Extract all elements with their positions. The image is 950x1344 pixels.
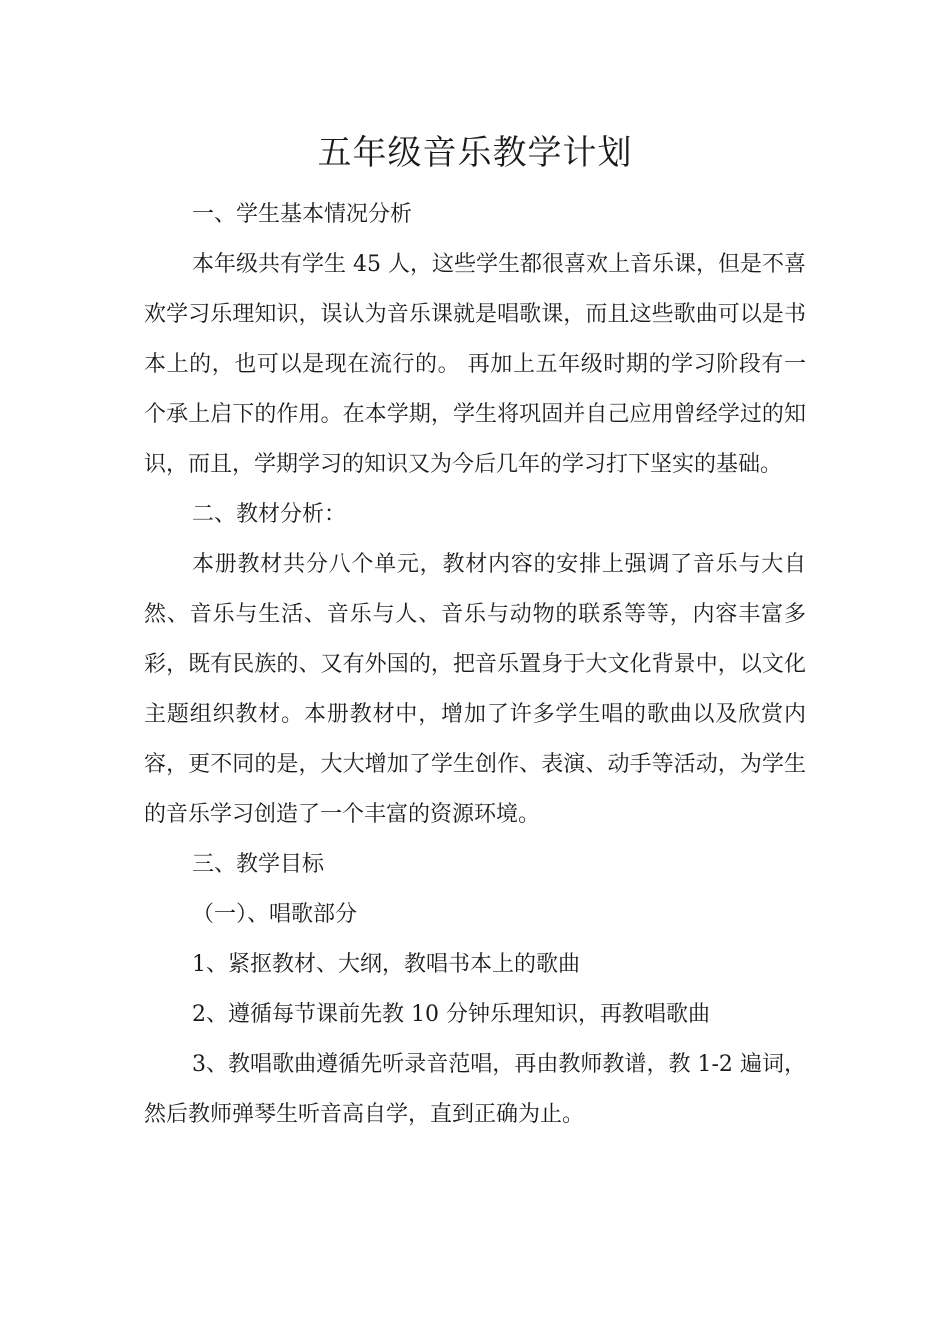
list-item-3: 3、教唱歌曲遵循先听录音范唱，再由教师教谱，教 1-2 遍词，然后教师弹琴生听音高自学，直到正确为止。 [144,1052,806,1127]
document-title: 五年级音乐教学计划 [317,133,633,173]
document-body [144,128,806,1140]
subsection-heading-singing: （一）、唱歌部分 [192,902,358,927]
paragraph-student-analysis: 本年级共有学生 45 人，这些学生都很喜欢上音乐课，但是不喜欢学习乐理知识，误认为音乐课就是唱歌课，而且这些歌曲可以是书本上的，也可以是现在流行的。 再加上五年级时期的学习阶段有一个承上启下的作用。在本学期，学生将巩固并自己应用曾经学过的知识，而且，学期学习的知识又为今后几年的学习打下坚实的基础。 [144,252,806,477]
section-heading-teaching-goals: 三、教学目标 [192,852,325,877]
section-heading-textbook-analysis: 二、教材分析： [192,502,347,527]
list-item-1: 1、紧抠教材、大纲，教唱书本上的歌曲 [192,952,580,977]
list-item-2: 2、遵循每节课前先教 10 分钟乐理知识，再教唱歌曲 [192,1002,710,1027]
section-heading-student-analysis: 一、学生基本情况分析 [192,202,413,227]
paragraph-textbook-analysis: 本册教材共分八个单元，教材内容的安排上强调了音乐与大自然、音乐与生活、音乐与人、音乐与动物的联系等等，内容丰富多彩，既有民族的、又有外国的，把音乐置身于大文化背景中，以文化主题组织教材。本册教材中，增加了许多学生唱的歌曲以及欣赏内容，更不同的是，大大增加了学生创作、表演、动手等活动，为学生的音乐学习创造了一个丰富的资源环境。 [144,552,806,827]
